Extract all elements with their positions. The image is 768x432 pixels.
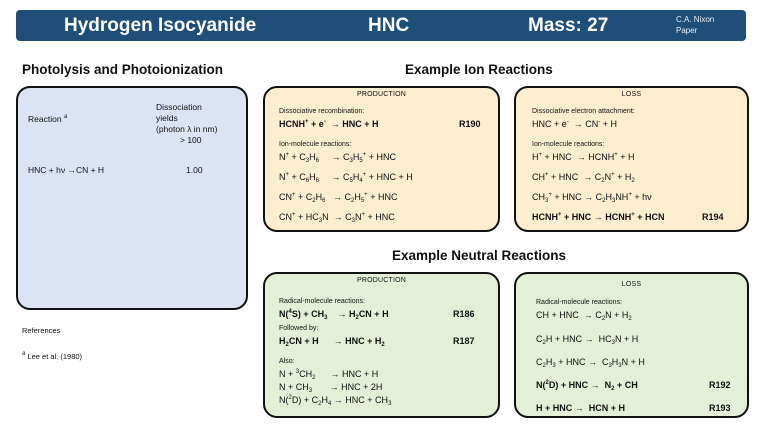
reaction-neutral-prod-3: $N(^2D) + C_2H_4$ → HNC + $CH_3$ (279, 395, 392, 407)
photolysis-heading: Photolysis and Photoionization (22, 62, 223, 77)
ion-production-panel (263, 86, 500, 232)
reaction-neutral-prod-1: $N + ^3CH_2$ → HNC + H (279, 369, 379, 381)
neutral-heading: Example Neutral Reactions (392, 248, 567, 263)
title-bar (16, 10, 746, 41)
reaction-ion-loss-2: H+ + HNC → HCNH+ + H (532, 152, 635, 162)
credit-source: Paper (676, 26, 698, 35)
ion-loss-title: LOSS (621, 91, 642, 98)
reaction-neutral-loss-2: $C_2H$ + HNC → $HC_3N + H$ (536, 334, 639, 346)
photolysis-yield: 1.00 (186, 165, 203, 175)
reaction-ion-prod-1: $N^+ + C_3H_6$ → $C_3H_5^+$ + HNC (279, 152, 396, 164)
reaction-id-r192: R192 (709, 380, 731, 390)
references-heading: References (22, 326, 61, 335)
photolysis-panel (16, 86, 248, 310)
neutral-loss-title: LOSS (621, 281, 642, 288)
reaction-ion-loss-4: $CH_3^+$ + HNC → $C_2H_3NH^+ + h\nu$ (532, 192, 652, 204)
reaction-r187: $H_2CN + H$ → HNC + $H_2$ (279, 336, 385, 348)
molecule-name: Hydrogen Isocyanide (64, 15, 257, 36)
neutral-prod-section-3: Also: (279, 358, 295, 365)
col-yields-header: Dissociation yields (photon λ in nm) > 100 (156, 102, 218, 145)
ion-production-title: PRODUCTION (356, 91, 407, 98)
neutral-loss-panel (514, 272, 749, 418)
reaction-r192: N($^2$D) + HNC → $N_2$ + CH (536, 380, 638, 392)
ion-loss-section-1: Dissociative electron attachment: (532, 108, 635, 115)
reaction-ion-loss-3: CH+ + HNC → $C_2N^+ + H_2$ (532, 172, 635, 184)
reference-item: $^a$ Lee et al. (1980) (22, 351, 83, 361)
reaction-neutral-prod-2: $N + CH_3$ → HNC + 2H (279, 382, 383, 394)
ion-loss-panel (514, 86, 749, 232)
reaction-ion-loss-1: HNC + e- → CN- + H (532, 119, 618, 129)
reaction-r194: HCNH+ + HNC → HCNH+ + HCN (532, 212, 665, 222)
credit (676, 14, 714, 36)
reaction-r193: H + HNC → HCN + H (536, 403, 626, 413)
reaction-id-r193: R193 (709, 403, 731, 413)
neutral-loss-section-1: Radical-molecule reactions: (536, 299, 622, 306)
molecule-formula: HNC (368, 15, 410, 36)
reaction-id-r187: R187 (453, 336, 475, 346)
reaction-id-r190: R190 (459, 119, 481, 129)
reaction-r186: $N(^4S) + CH_3$ → $H_2CN + H$ (279, 309, 389, 321)
reaction-ion-prod-2: $N^+ + C_6H_6$ → $C_5H_4^+$ + HNC + H (279, 172, 413, 184)
col-reaction-header: Reaction $^a$ (28, 114, 68, 124)
ion-prod-section-2: Ion-molecule reactions: (279, 141, 352, 148)
reaction-ion-prod-3: $CN^+ + C_2H_6 \to C_2H_5^+$ + HNC (279, 192, 398, 204)
reaction-id-r194: R194 (702, 212, 724, 222)
neutral-production-title: PRODUCTION (356, 277, 407, 284)
ion-prod-section-1: Dissociative recombination: (279, 108, 365, 115)
reaction-neutral-loss-3: $C_2H_3$ + HNC → $C_3H_3N + H$ (536, 357, 645, 369)
reaction-r190: HCNH+ + e- → HNC + H (279, 119, 379, 129)
reaction-neutral-loss-1: CH + HNC → $C_2N + H_2$ (536, 310, 632, 322)
reaction-id-r186: R186 (453, 309, 475, 319)
credit-author: C.A. Nixon (676, 15, 715, 24)
molecule-mass: Mass: 27 (528, 15, 609, 36)
ion-loss-section-2: Ion-molecule reactions: (532, 141, 605, 148)
neutral-prod-section-1: Radical-molecule reactions: (279, 298, 365, 305)
neutral-prod-section-2: Followed by: (279, 325, 319, 332)
reaction-ion-prod-4: $CN^+ + HC_3N \to C_3N^+$ + HNC (279, 212, 395, 224)
ion-heading: Example Ion Reactions (405, 62, 553, 77)
neutral-production-panel (263, 272, 500, 418)
photolysis-reaction: HNC + hν →CN + H (28, 165, 105, 175)
